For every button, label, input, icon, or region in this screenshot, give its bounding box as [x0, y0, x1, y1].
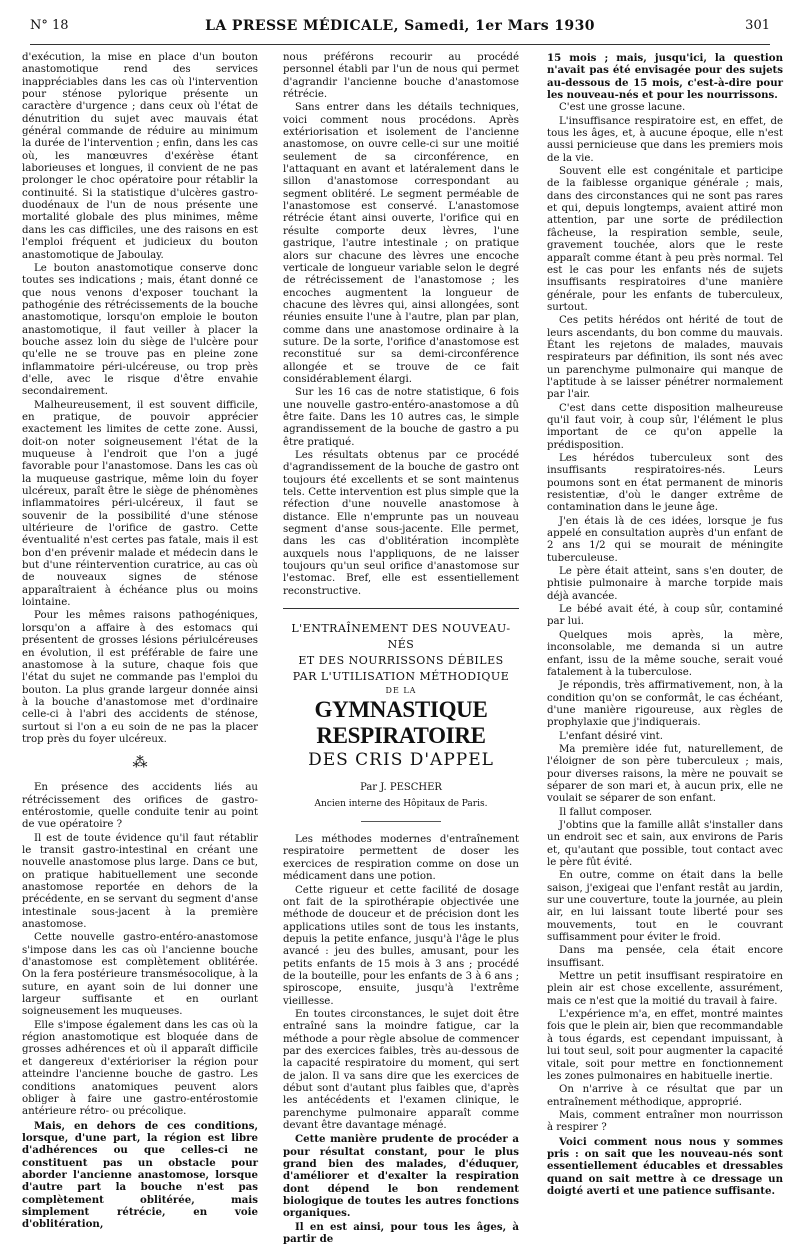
paragraph: Il est de toute évidence qu'il faut rétablir le transit gastro-intestinal en créant une nouvelle anastomose plus large. Dans ce but, on pratique habituellement une seconde anastomose reportée en dehors de la précédente, en se servant du segment d'anse intestinale sous-jacent à la première anastomose.: [22, 832, 258, 931]
page-header: [30, 18, 770, 42]
paragraph: C'est une grosse lacune.: [559, 102, 686, 114]
article-title-line: ET DES NOURRISSONS DÉBILES: [298, 654, 504, 668]
paragraph: On n'arrive à ce résultat que par un entraînement méthodique, approprié.: [547, 1084, 783, 1108]
paragraph: Sans entrer dans les détails techniques, voici comment nous procédons. Après extériorisation et isolement de l'ancienne anastomose, on ouvre celle-ci sur une moitié seulement de sa circonférence, en l'attaquant en avant et latéralement dans le sillon d'anastomose correspondant au segment oblitéré. Le segment perméable de l'anastomose est conservé. L'anastomose rétrécie étant ainsi ouverte, l'orifice qui en résulte comporte deux lèvres, l'une gastrique, l'autre intestinale ; on pratique alors sur chacune des lèvres une encoche verticale de longueur variable selon le degré de rétrécissement de l'anastomose ; les encoches augmentent la longueur de chacune des lèvres qui, ainsi allongées, sont réunies ensuite l'une à l'autre, plan par plan, comme dans une anastomose ordinaire à la suture. De la sorte, l'orifice d'anastomose est reconstitué sur sa demi-circonférence allongée et se trouve de ce fait considérablement élargi.: [283, 102, 519, 385]
paragraph: Le bébé avait été, à coup sûr, contaminé par lui.: [547, 604, 783, 628]
paragraph: Sur les 16 cas de notre statistique, 6 fois une nouvelle gastro-entéro-anastomose a dû être faite. Dans les 10 autres cas, le simple agrandissement de la bouche de gastro a pu être pratiqué.: [283, 387, 519, 448]
article-title-sub: DES CRIS D'APPEL: [308, 750, 494, 771]
paragraph: Il fallut composer.: [559, 806, 653, 818]
column-2: [283, 52, 519, 1246]
paragraph: Voici comment nous nous y sommes pris : on sait que les nouveau-nés sont essentiellement éducables et dressables quand on sait mettre à ce dressage un doigté averti et une patience suffisante.: [547, 1135, 783, 1197]
paragraph: Elle s'impose également dans les cas où la région anastomotique est bloquée dans de grosses adhérences et où il apparaît difficile et dangereux d'extérioriser la région pour atteindre l'ancienne bouche de gastro. Les conditions anatomiques peuvent alors obliger à faire une gastro-entérostomie antérieure rétro- ou précolique.: [22, 1019, 258, 1118]
paragraph: Pour les mêmes raisons pathogéniques, lorsqu'on a affaire à des estomacs qui présentent de grosses lésions périulcéreuses en évolution, il est préférable de faire une anastomose à la suture, chaque fois que l'état du sujet ne commande pas l'emploi du bouton. La plus grande largeur donnée ainsi à la bouche d'anastomose met d'ordinaire celle-ci à l'abri des accidents de sténose, surtout si l'on a eu soin de ne pas la placer trop près du foyer ulcéreux.: [22, 610, 258, 745]
paragraph: En outre, comme on était dans la belle saison, j'exigeai que l'enfant restât au jardin, sur une couverture, toute la journée, au plein air, en lui laissant toute liberté pour ses mouvements, tout en le couvrant suffisamment pour éviter le froid.: [547, 870, 783, 944]
article-title-line: L'ENTRAÎNEMENT DES NOUVEAU-NÉS: [291, 622, 511, 652]
paragraph: Ma première idée fut, naturellement, de l'éloigner de son père tuberculeux ; mais, pour diverses raisons, la mère ne pouvait se séparer de son mari et, à aucun prix, elle ne voulait se séparer de son enfant.: [547, 743, 783, 805]
article-title-main: GYMNASTIQUE RESPIRATOIRE: [314, 697, 488, 749]
article-title-block: [283, 608, 519, 822]
paragraph: En présence des accidents liés au rétrécissement des orifices de gastro-entérostomie, quelle conduite tenir au point de vue opératoire ?: [22, 782, 258, 831]
paragraph: Il en est ainsi, pour tous les âges, à partir de: [283, 1220, 519, 1246]
paragraph: Dans ma pensée, cela était encore insuffisant.: [547, 945, 783, 969]
paragraph: Les hérédos tuberculeux sont des insuffisants respiratoires-nés. Leurs poumons sont en état permanent de minoris resistentiæ, d'où le danger extrême de contamination dans le jeune âge.: [547, 453, 783, 514]
column-1: [22, 52, 258, 1232]
paragraph: L'expérience m'a, en effet, montré maintes fois que le plein air, bien que recommandable à tous égards, est cependant impuissant, à lui tout seul, soit pour augmenter la capacité vitale, soit pour mettre en fonctionnement les zones pulmonaires en habituelle inertie.: [547, 1009, 783, 1082]
paragraph: 15 mois ; mais, jusqu'ici, la question n'avait pas été envisagée pour des sujets au-dessous de 15 mois, c'est-à-dire pour les nouveau-nés et pour les nourrissons.: [547, 52, 783, 102]
header-rule: [30, 44, 770, 45]
paragraph: d'exécution, la mise en place d'un bouton anastomotique rend des services inappréciables dans les cas où l'intervention pour sténose pylorique présente un caractère d'urgence ; dans ceux où l'état de dénutrition du sujet avec mauvais état général commande de réduire au minimum la durée de l'intervention ; enfin, dans les cas où, les manœuvres d'exérèse étant laborieuses et longues, il convient de ne pas prolonger le choc opératoire pour rétablir la continuité. Si la statistique d'ulcères gastro-duodénaux de l'un de nous présente une mortalité globale des plus minimes, même dans les cas difficiles, une des raisons en est l'emploi fréquent et judicieux du bouton anastomotique de Jaboulay.: [22, 52, 258, 261]
paragraph: L'enfant désiré vint.: [559, 730, 663, 742]
article-title-connector: DE LA: [385, 686, 417, 696]
paragraph: Cette rigueur et cette facilité de dosage ont fait de la spirothérapie objectivée une méthode de douceur et de précision dont les applications utiles sont de tous les instants, depuis la petite enfance, jusqu'à l'âge le plus avancé : jeu des bulles, amusant, pour les petits enfants de 15 mois à 3 ans ; procédé de la bouteille, pour les enfants de 3 à 6 ans ; spiroscope, ensuite, jusqu'à l'extrême vieillesse.: [283, 884, 519, 1007]
paragraph: Quelques mois après, la mère, inconsolable, me demanda si un autre enfant, issu de la même souche, serait voué fatalement à la tuberculose.: [547, 629, 783, 678]
paragraph: Mais, comment entraîner mon nourrisson à respirer ?: [547, 1109, 783, 1134]
paragraph: nous préférons recourir au procédé personnel établi par l'un de nous qui permet d'agrandir l'ancienne bouche d'anastomose rétrécie.: [283, 52, 519, 101]
title-divider: [361, 821, 441, 822]
paragraph: L'insuffisance respiratoire est, en effet, de tous les âges, et, à aucune époque, elle n'est aussi pernicieuse que dans les premiers mois de la vie.: [547, 115, 783, 164]
paragraph: Je répondis, très affirmativement, non, à la condition qu'on se conformât, le cas échéant, d'une manière rigoureuse, aux règles de prophylaxie que j'indiquerais.: [547, 680, 783, 729]
paragraph: Mettre un petit insuffisant respiratoire en plein air est chose excellente, assurément, mais ce n'est que la moitié du travail à faire.: [547, 971, 783, 1007]
author-affiliation: Ancien interne des Hôpitaux de Paris.: [314, 799, 488, 810]
issue-number: N° 18: [30, 18, 69, 33]
paragraph: J'obtins que la famille allât s'installer dans un endroit sec et sain, aux environs de Paris et, qu'autant que possible, tout contact avec le père fût évité.: [547, 819, 783, 868]
page-number: 301: [745, 18, 770, 33]
paragraph: Le père était atteint, sans s'en douter, de phtisie pulmonaire à marche torpide mais déjà avancée.: [547, 566, 783, 602]
article-author: Par J. PESCHER: [360, 782, 442, 794]
paragraph: J'en étais là de ces idées, lorsque je fus appelé en consultation auprès d'un enfant de 2 ans 1/2 qui se mourait de méningite tuberculeuse.: [547, 515, 783, 564]
journal-title: LA PRESSE MÉDICALE, Samedi, 1er Mars 1930: [205, 18, 595, 34]
paragraph: Malheureusement, il est souvent difficile, en pratique, de pouvoir apprécier exactement les limites de cette zone. Aussi, doit-on noter soigneusement l'état de la muqueuse à l'endroit que l'on a jugé favorable pour l'anastomose. Dans les cas où la muqueuse gastrique, même loin du foyer ulcéreux, paraît être le siège de phénomènes inflammatoires péri-ulcéreux, il faut se souvenir de la possibilité d'une sténose ultérieure de l'orifice de gastro. Cette éventualité n'est certes pas fatale, mais il est bon d'en prévenir malade et médecin dans le but d'une réintervention curatrice, au cas où de nouveaux signes de sténose apparaîtraient à échéance plus ou moins lointaine.: [22, 399, 258, 609]
paragraph: Souvent elle est congénitale et participe de la faiblesse organique générale ; mais, dans des circonstances qui ne sont pas rares et qui, depuis longtemps, avaient attiré mon attention, par une sorte de prédilection fâcheuse, la respiration semble, seule, gravement touchée, alors que le reste apparaît comme étant à peu près normal. Tel est le cas pour les enfants nés de sujets insuffisants respiratoires d'une manière générale, pour les enfants de tuberculeux, surtout.: [547, 166, 783, 313]
paragraph: Cette manière prudente de procéder a pour résultat constant, pour le plus grand bien des malades, d'éduquer, d'améliorer et d'exalter la respiration dont dépend le bon rendement biologique de toutes les autres fonctions organiques.: [283, 1133, 519, 1220]
paragraph: C'est dans cette disposition malheureuse qu'il faut voir, à coup sûr, l'élément le plus important de ce qu'on appelle la prédisposition.: [547, 402, 783, 451]
paragraph: Ces petits hérédos ont hérité de tout de leurs ascendants, du bon comme du mauvais. Étant les rejetons de malades, mauvais respirateurs par définition, ils sont nés avec un parenchyme pulmonaire qui manque de l'aptitude à se laisser pénétrer normalement par l'air.: [547, 315, 783, 401]
paragraph: Le bouton anastomotique conserve donc toutes ses indications ; mais, étant donné ce que nous venons d'exposer touchant la pathogénie des rétrécissements de la bouche anastomotique, lorsqu'on emploie le bouton anastomotique, il faut veiller à placer la bouche assez loin du siège de l'ulcère pour qu'elle ne se trouve pas en pleine zone inflammatoire péri-ulcéreuse, ou trop près d'elle, avec le risque d'être envahie secondairement.: [22, 262, 258, 398]
section-separator-asterism: ⁂: [132, 753, 148, 772]
paragraph: Mais, en dehors de ces conditions, lorsque, d'une part, la région est libre d'adhérences ou que celles-ci ne constituent pas un obstacle pour aborder l'ancienne anastomose, lorsque d'autre part la bouche n'est pas complètement oblitérée, mais simplement rétrécie, en voie d'oblitération,: [22, 1119, 258, 1231]
column-3: [547, 52, 783, 1198]
paragraph: Les méthodes modernes d'entraînement respiratoire permettent de doser les exercices de respiration comme on dose un médicament dans une potion.: [283, 834, 519, 883]
paragraph: En toutes circonstances, le sujet doit être entraîné sans la moindre fatigue, car la méthode a pour règle absolue de commencer par des exercices faibles, très au-dessous de la capacité respiratoire du moment, qui sert de jalon. Il va sans dire que les exercices de début sont d'autant plus faibles que, d'après les antécédents et l'examen clinique, le parenchyme pulmonaire apparaît comme devant être davantage ménagé.: [283, 1008, 519, 1132]
article-title-line: PAR L'UTILISATION MÉTHODIQUE: [292, 670, 510, 684]
paragraph: Les résultats obtenus par ce procédé d'agrandissement de la bouche de gastro ont toujours été excellents et se sont maintenus tels. Cette intervention est plus simple que la réfection d'une nouvelle anastomose à distance. Elle n'emprunte pas un nouveau segment d'anse sous-jacente. Elle permet, dans les cas d'oblitération incomplète auxquels nous l'appliquons, de ne laisser toujours qu'un seul orifice d'anastomose sur l'estomac. Bref, elle est essentiellement reconstructive.: [283, 450, 519, 597]
paragraph: Cette nouvelle gastro-entéro-anastomose s'impose dans les cas où l'ancienne bouche d'anastomose est complètement oblitérée. On la fera postérieure transmésocolique, à la suture, en ayant soin de lui donner une largeur suffisante et en ourlant soigneusement les muqueuses.: [22, 932, 258, 1018]
